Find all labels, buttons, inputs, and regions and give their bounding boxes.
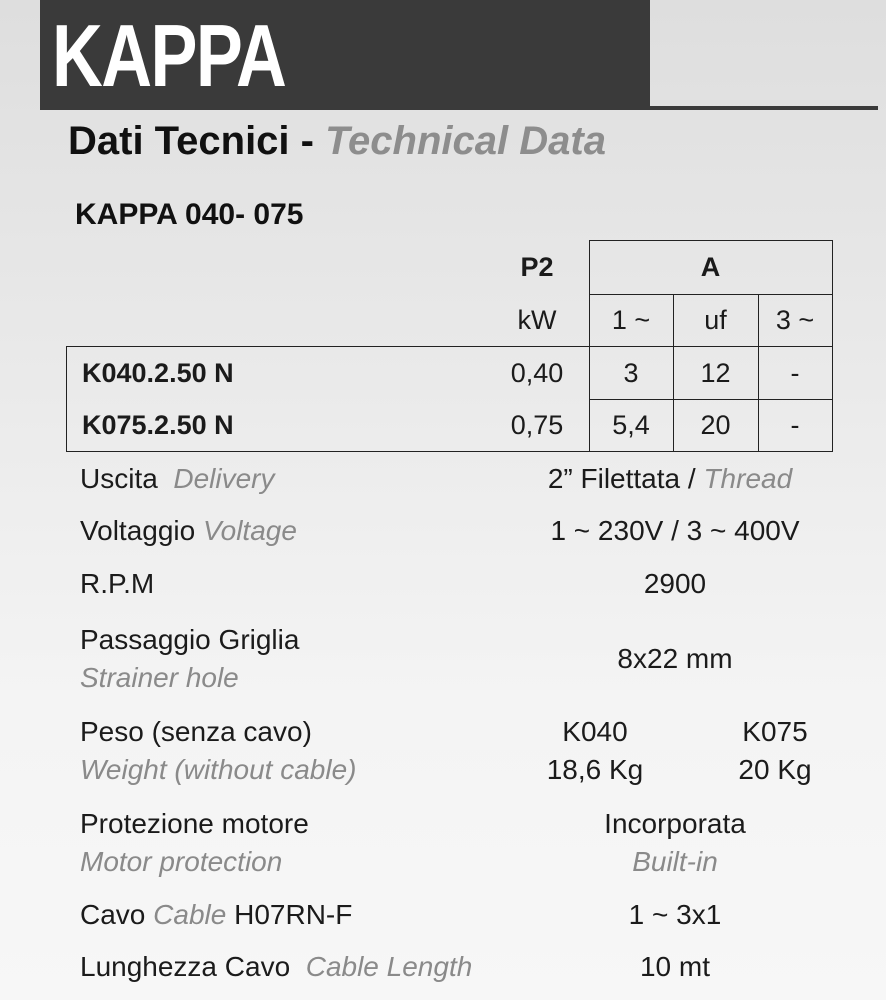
spec-length-label [80, 948, 472, 986]
spec-voltage-label [80, 512, 297, 550]
unit-single-phase: 1 ~ [611, 305, 651, 335]
banner-underline [40, 106, 878, 110]
table-border [66, 346, 67, 451]
model-k075: K075.2.50 N [82, 410, 234, 440]
label-en: Delivery [173, 463, 275, 494]
spec-cable-label [80, 896, 352, 934]
weight-model-k040: K040 [562, 716, 628, 747]
spec-strainer-label-en: Strainer hole [80, 662, 239, 693]
weight-model-k075: K075 [742, 716, 808, 747]
col-header-a: A [700, 252, 721, 282]
col-header-p2: P2 [520, 252, 554, 282]
p2-value: 0,75 [510, 410, 564, 440]
label-en: Cable [153, 899, 227, 930]
spec-delivery-value [520, 460, 820, 498]
spec-weight-label-en: Weight (without cable) [80, 754, 357, 785]
spec-motor-label: Protezione motore [80, 808, 309, 839]
spec-delivery-label [80, 460, 275, 498]
label-en: Cable Length [305, 951, 473, 982]
weight-value-k075: 20 Kg [738, 754, 812, 785]
spec-strainer-label: Passaggio Griglia [80, 624, 300, 655]
spec-motor-value: Incorporata [604, 808, 746, 839]
amp-three-phase: - [790, 357, 800, 388]
section-title [68, 118, 606, 164]
spec-rpm-label: R.P.M [80, 568, 155, 599]
p2-value: 0,40 [510, 357, 564, 388]
weight-value-k040: 18,6 Kg [546, 754, 644, 785]
unit-three-phase: 3 ~ [775, 305, 815, 335]
model-range-heading: KAPPA 040- 075 [75, 198, 304, 231]
spec-rpm-value: 2900 [643, 568, 707, 599]
brand-title: KAPPA [52, 6, 286, 105]
spec-cable-value: 1 ~ 3x1 [628, 899, 722, 930]
spec-weight-label: Peso (senza cavo) [80, 716, 312, 747]
spec-voltage-value: 1 ~ 230V / 3 ~ 400V [550, 515, 800, 546]
amp-single-phase: 5,4 [612, 410, 650, 440]
section-title-en: Technical Data [325, 119, 606, 163]
spec-motor-value-en [520, 843, 830, 881]
value-en: Thread [703, 463, 793, 494]
amp-single-phase: 3 [623, 357, 639, 388]
label-it: Voltaggio [80, 515, 196, 546]
spec-length-value: 10 mt [639, 951, 711, 982]
amp-three-phase: - [790, 410, 800, 440]
value-en: Built-in [632, 846, 718, 877]
section-title-it: Dati Tecnici - [68, 119, 314, 163]
capacitor-uf: 12 [700, 357, 731, 388]
cable-code: H07RN-F [234, 899, 353, 930]
model-k040: K040.2.50 N [82, 357, 234, 388]
value-it: 2” Filettata / [547, 463, 696, 494]
table-border [832, 240, 833, 451]
label-en: Voltage [203, 515, 297, 546]
spec-motor-label-en: Motor protection [80, 846, 283, 877]
label-it: Lunghezza Cavo [80, 951, 291, 982]
label-it: Uscita [80, 463, 158, 494]
spec-strainer-value: 8x22 mm [617, 643, 733, 674]
unit-kw: kW [517, 305, 557, 335]
table-border [66, 451, 833, 452]
label-it: Cavo [80, 899, 146, 930]
capacitor-uf: 20 [700, 410, 731, 440]
unit-uf: uf [704, 305, 727, 335]
